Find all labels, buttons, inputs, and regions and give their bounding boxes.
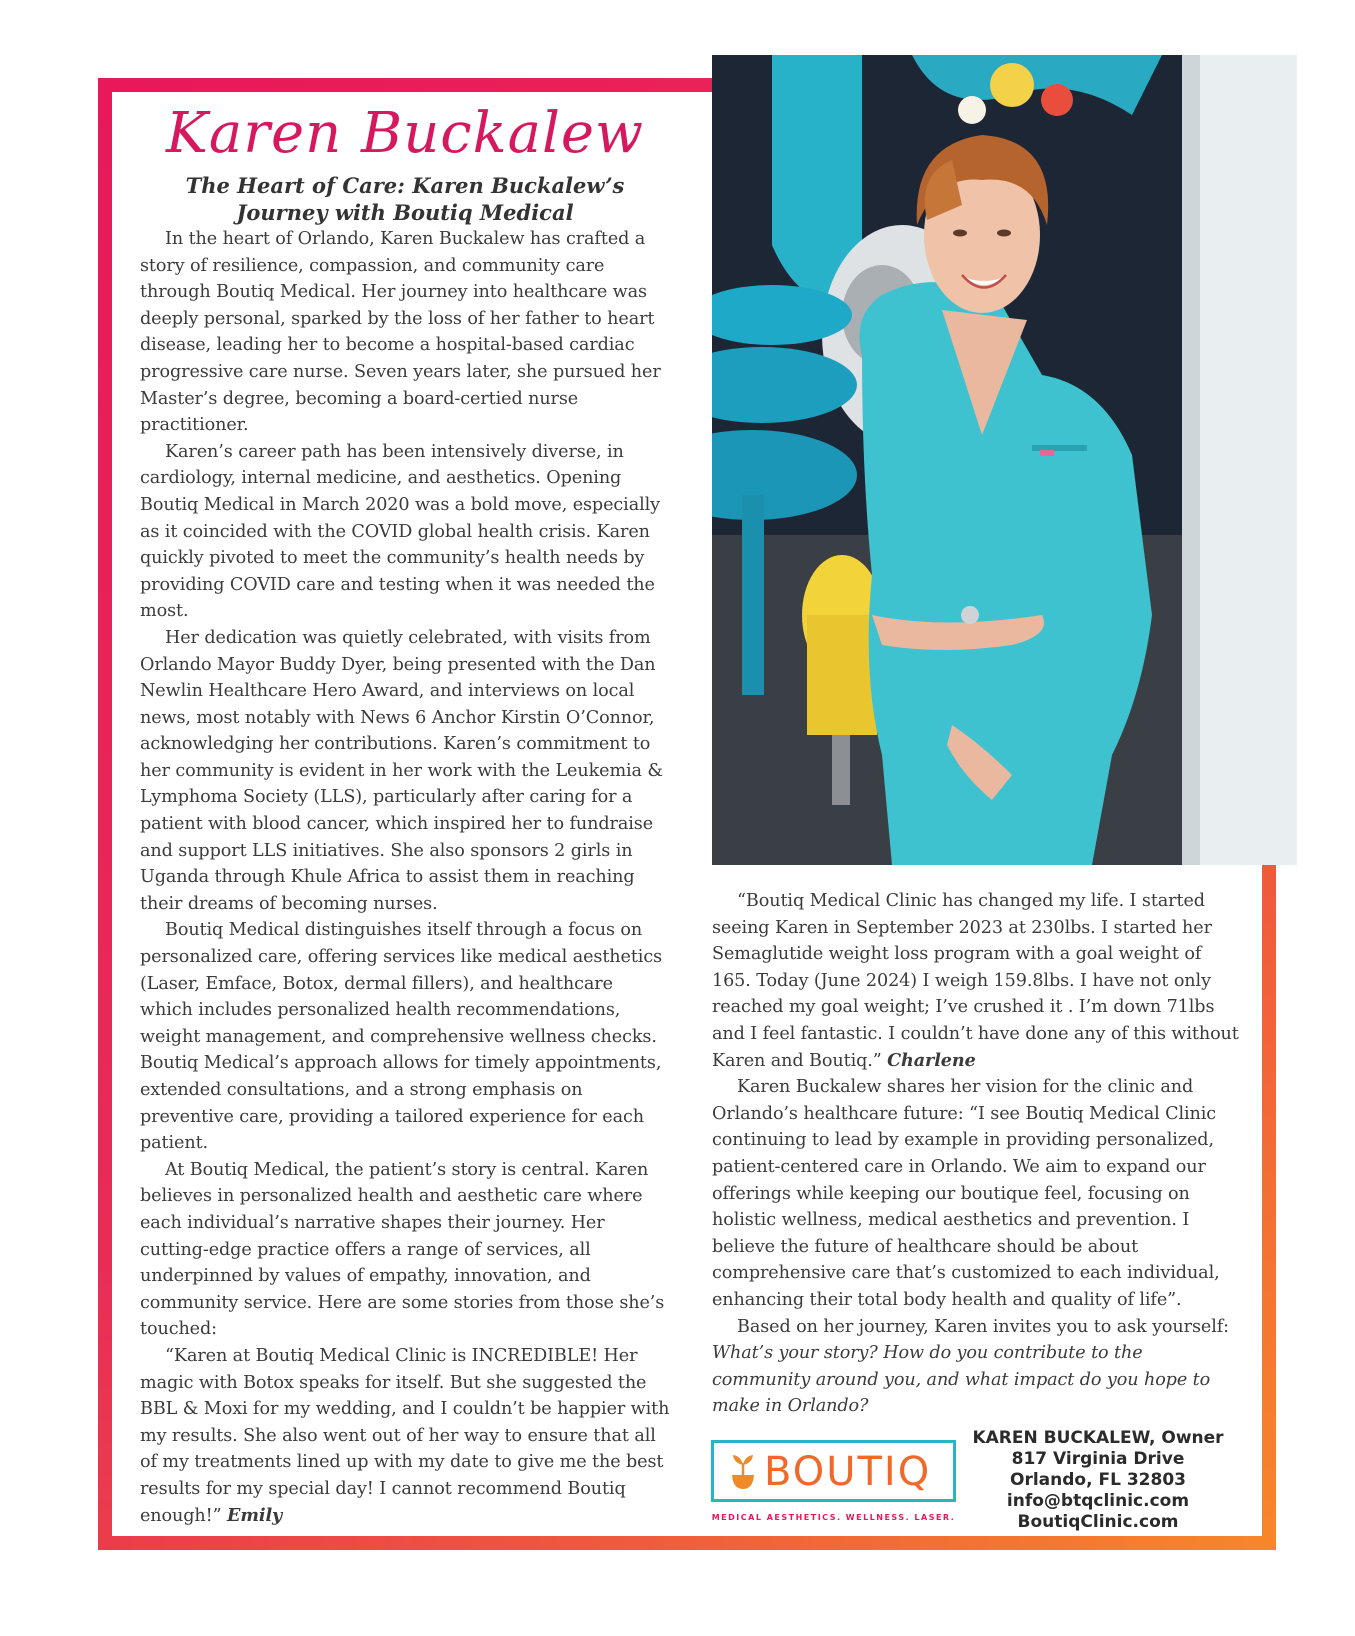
sprout-icon	[728, 1453, 758, 1491]
testimonial-charlene	[712, 888, 1242, 1074]
paragraph: Her dedication was quietly celebrated, with visits from Orlando Mayor Buddy Dyer, being presented with the Dan Newlin Healthcare Hero Award, and interviews on local news, most notably with News 6 Anchor Kirstin O’Connor, acknowledging her contributions. Karen’s commitment to her community is evident in her work with the Leukemia & Lymphoma Society (LLS), particularly after caring for a patient with blood cancer, which inspired her to fundraise and support LLS initiatives. She also sponsors 2 girls in Uganda through Khule Africa to assist them in reaching their dreams of becoming nurses.	[140, 627, 663, 914]
paragraph: Karen’s career path has been intensively diverse, in cardiology, internal medicine, and aesthetics. Opening Boutiq Medical in March 2020 was a bold move, especially as it coincided with the COVID global health crisis. Karen quickly pivoted to meet the community’s health needs by providing COVID care and testing when it was needed the most.	[140, 441, 660, 622]
logo-tagline: MEDICAL AESTHETICS. WELLNESS. LASER.	[711, 1513, 956, 1522]
contact-address-line2: Orlando, FL 32803	[1010, 1470, 1186, 1490]
testimonial-emily	[140, 1343, 670, 1529]
testimonial-signature: Charlene	[887, 1049, 976, 1071]
article-subtitle: The Heart of Care: Karen Buckalew’s Journey with Boutiq Medical	[185, 173, 625, 225]
contact-address-line1: 817 Virginia Drive	[1011, 1449, 1185, 1469]
testimonial-signature: Emily	[227, 1504, 283, 1526]
paragraph: In the heart of Orlando, Karen Buckalew has crafted a story of resilience, compassion, and community care through Boutiq Medical. Her journey into healthcare was deeply personal, sparked by the loss of her father to heart disease, leading her to become a hospital-based cardiac progressive care nurse. Seven years later, she pursued her Master’s degree, becoming a board-certied nurse practitioner.	[140, 229, 661, 436]
right-column	[712, 888, 1242, 1420]
contact-owner: KAREN BUCKALEW, Owner	[972, 1428, 1224, 1448]
closing-question: What’s your story? How do you contribute to the community around you, and what impact do you hope to make in Orlando?	[712, 1343, 1211, 1417]
portrait-photo	[712, 55, 1297, 865]
testimonial-text: “Boutiq Medical Clinic has changed my life. I started seeing Karen in September 2023 at 230lbs. I started her Semaglutide weight loss program with a goal weight of 165. Today (June 2024) I weigh 159.8lbs. I have not only reached my goal weight; I’ve crushed it . I’m down 71lbs and I feel fantastic. I couldn’t have done any of this without Karen and Boutiq.”	[712, 891, 1239, 1071]
logo-wordmark: BOUTIQ	[764, 1449, 932, 1495]
contact-block	[968, 1428, 1228, 1533]
boutiq-logo	[711, 1440, 956, 1502]
closing-intro: Based on her journey, Karen invites you to ask yourself:	[737, 1316, 1229, 1337]
paragraph: At Boutiq Medical, the patient’s story is central. Karen believes in personalized health and aesthetic care where each individual’s narrative shapes their journey. Her cutting-edge practice offers a range of services, all underpinned by values of empathy, innovation, and community service. Here are some stories from those she’s touched:	[140, 1159, 665, 1340]
contact-website[interactable]: BoutiqClinic.com	[1017, 1512, 1179, 1532]
vision-paragraph: Karen Buckalew shares her vision for the clinic and Orlando’s healthcare future: “I see Boutiq Medical Clinic continuing to lead by example in providing personalized, patient-centered care in Orlando. We aim to expand our offerings while keeping our boutique feel, focusing on holistic wellness, medical aesthetics and prevention. I believe the future of healthcare should be about comprehensive care that’s customized to each individual, enhancing their total body health and quality of life”.	[712, 1077, 1220, 1310]
article-title: Karen Buckalew	[166, 101, 644, 166]
left-column	[140, 100, 670, 1529]
article-body	[140, 226, 670, 1529]
testimonial-text: “Karen at Boutiq Medical Clinic is INCREDIBLE! Her magic with Botox speaks for itself. But she suggested the BBL & Moxi for my wedding, and I couldn’t be happier with my results. She also went out of her way to ensure that all of my treatments lined up with my date to give me the best results for my special day! I cannot recommend Boutiq enough!”	[140, 1345, 670, 1526]
contact-email[interactable]: info@btqclinic.com	[1006, 1491, 1190, 1511]
closing-paragraph	[712, 1314, 1242, 1420]
paragraph: Boutiq Medical distinguishes itself through a focus on personalized care, offering services like medical aesthetics (Laser, Emface, Botox, dermal fillers), and healthcare which includes personalized health recommendations, weight management, and comprehensive wellness checks. Boutiq Medical’s approach allows for timely appointments, extended consultations, and a strong emphasis on preventive care, providing a tailored experience for each patient.	[140, 920, 663, 1154]
